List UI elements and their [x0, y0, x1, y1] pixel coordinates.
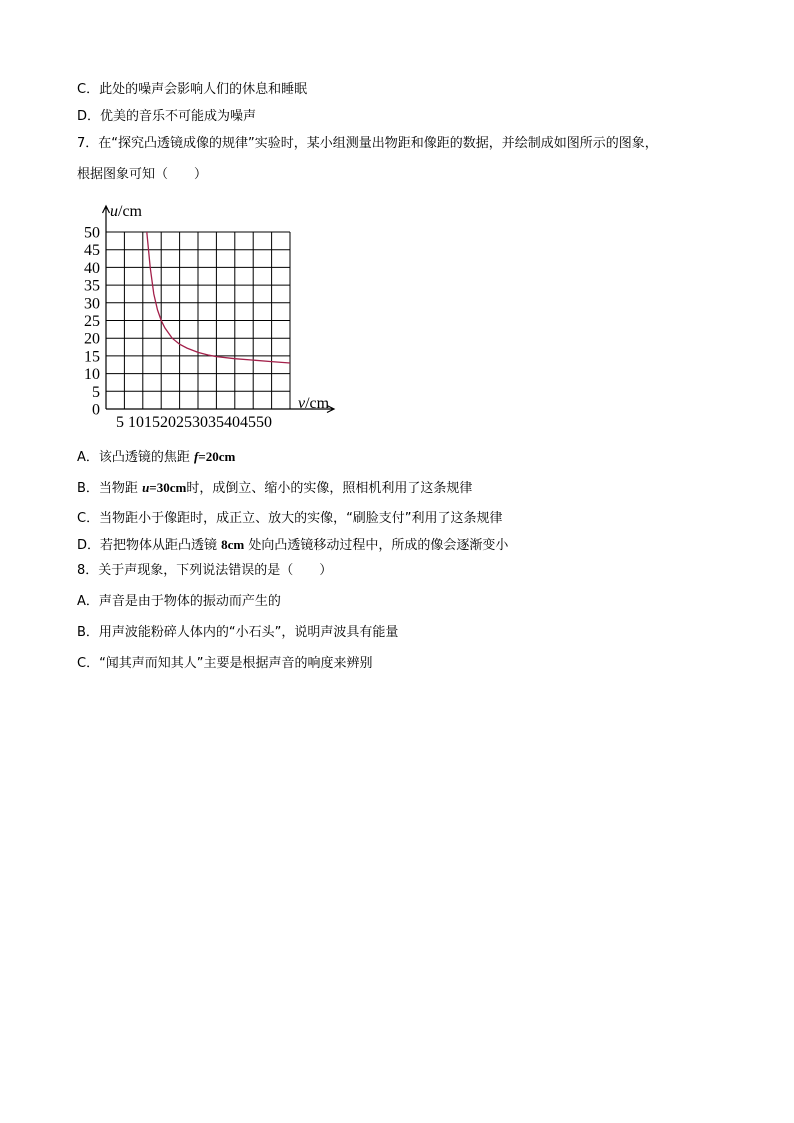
x-tick-label: 50 — [256, 414, 272, 430]
x-tick-label: 15 — [144, 414, 160, 430]
x-tick-label: 40 — [224, 414, 240, 430]
data-curve — [147, 232, 290, 363]
y-tick-label: 30 — [84, 295, 100, 313]
q7-stem: 7．在“探究凸透镜成像的规律”实验时，某小组测量出物距和像距的数据，并绘制成如图所示的图象， — [77, 136, 658, 151]
q7-stem-cont: 根据图象可知（ ） — [77, 167, 208, 182]
grid-lines — [106, 232, 290, 409]
y-tick-label: 0 — [92, 401, 100, 419]
x-tick-label: 5 — [116, 414, 124, 430]
y-tick-label: 40 — [84, 259, 100, 277]
y-tick-label: 5 — [92, 383, 100, 401]
x-tick-labels — [116, 414, 272, 430]
y-tick-label: 45 — [84, 242, 100, 260]
x-tick-label: 45 — [240, 414, 256, 430]
option-c-prev: C．此处的噪声会影响人们的休息和睡眠 — [77, 82, 308, 97]
x-tick-label: 25 — [176, 414, 192, 430]
q8-stem: 8．关于声现象，下列说法错误的是（ ） — [77, 563, 333, 578]
y-tick-label: 10 — [84, 366, 100, 384]
y-tick-label: 15 — [84, 348, 100, 366]
y-tick-label: 25 — [84, 313, 100, 330]
q8-option-b: B．用声波能粉碎人体内的“小石头”，说明声波具有能量 — [77, 625, 399, 640]
axes — [103, 206, 335, 413]
q7-option-c: C．当物距小于像距时，成正立、放大的实像，“刷脸支付”利用了这条规律 — [77, 511, 503, 526]
y-axis — [103, 206, 110, 409]
q7-option-a: A．该凸透镜的焦距 f=20cm — [77, 449, 236, 465]
x-axis-label: v/cm — [298, 395, 330, 412]
x-tick-label: 35 — [208, 414, 224, 430]
option-d-prev: D．优美的音乐不可能成为噪声 — [77, 109, 257, 124]
q7-option-b: B．当物距 u=30cm时，成倒立、缩小的实像，照相机利用了这条规律 — [77, 480, 473, 496]
x-tick-label: 10 — [124, 414, 144, 430]
tick-labels — [84, 225, 272, 431]
q8-option-a: A．声音是由于物体的振动而产生的 — [77, 594, 281, 609]
y-tick-label: 20 — [84, 330, 100, 348]
x-tick-label: 30 — [192, 414, 208, 430]
lens-graph — [76, 198, 346, 430]
q7-option-d: D．若把物体从距凸透镜 8cm 处向凸透镜移动过程中，所成的像会逐渐变小 — [77, 537, 509, 553]
y-axis-label: u/cm — [110, 203, 142, 220]
y-tick-label: 50 — [84, 224, 100, 242]
q8-option-c: C．“闻其声而知其人”主要是根据声音的响度来辨别 — [77, 656, 373, 671]
x-tick-label: 20 — [160, 414, 176, 430]
y-tick-label: 35 — [84, 277, 100, 295]
